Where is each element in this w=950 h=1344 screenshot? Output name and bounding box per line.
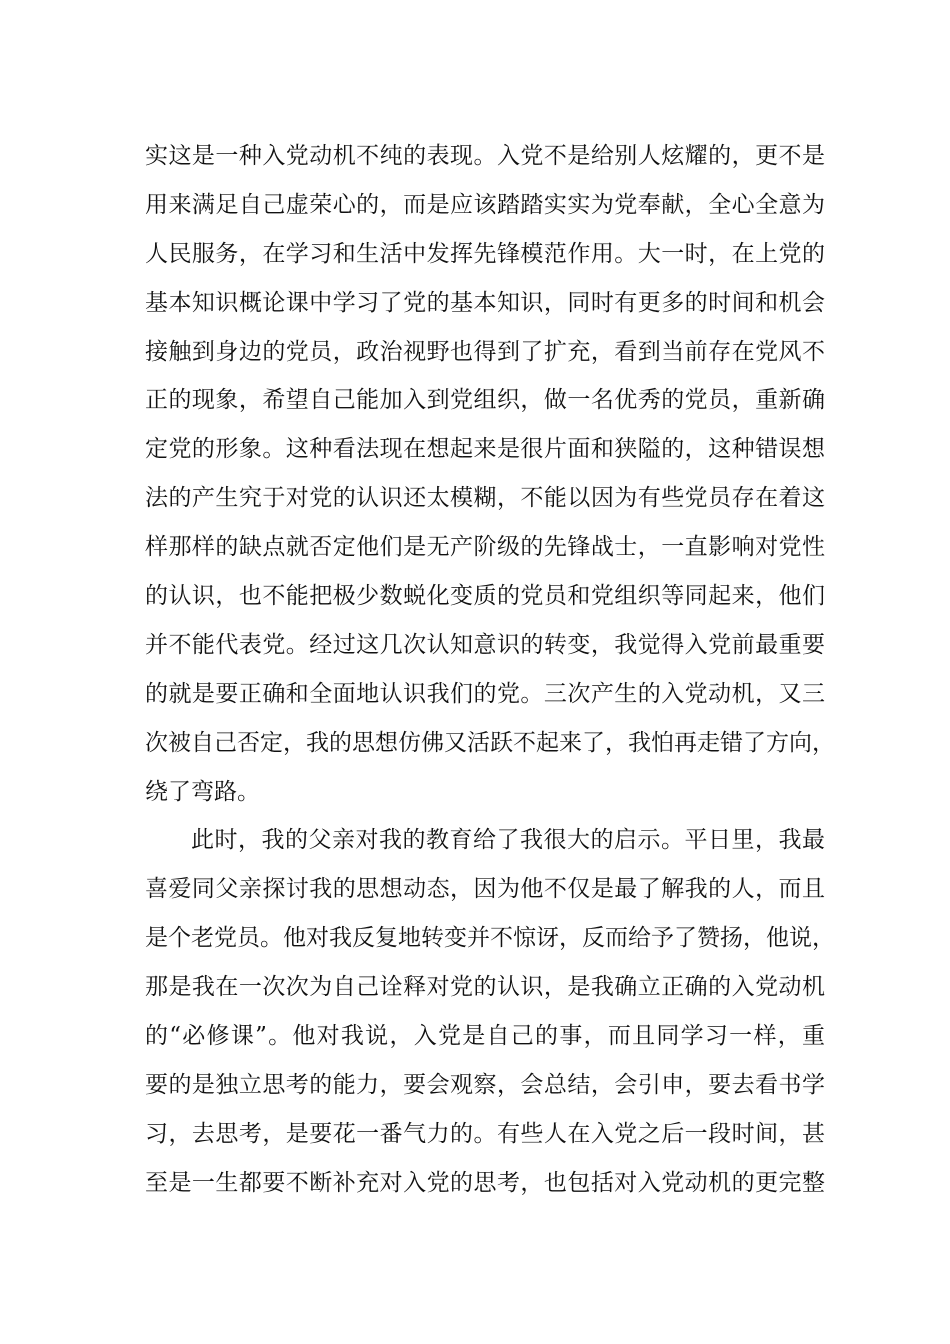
text-line: 的认识，也不能把极少数蜕化变质的党员和党组织等同起来，他们: [145, 583, 825, 610]
text-line: 那是我在一次次为自己诠释对党的认识，是我确立正确的入党动机: [145, 974, 825, 1001]
text-line: 样那样的缺点就否定他们是无产阶级的先锋战士，一直影响对党性: [145, 534, 825, 561]
text-line: 喜爱同父亲探讨我的思想动态，因为他不仅是最了解我的人，而且: [145, 876, 825, 903]
text-line: 要的是独立思考的能力，要会观察，会总结，会引申，要去看书学: [145, 1071, 825, 1098]
text-line: 基本知识概论课中学习了党的基本知识，同时有更多的时间和机会: [145, 289, 825, 316]
text-line: 定党的形象。这种看法现在想起来是很片面和狭隘的，这种错误想: [145, 436, 825, 463]
text-line: 法的产生究于对党的认识还太模糊，不能以因为有些党员存在着这: [145, 485, 825, 512]
text-line: 并不能代表党。经过这几次认知意识的转变，我觉得入党前最重要: [145, 631, 825, 658]
text-line: 习，去思考，是要花一番气力的。有些人在入党之后一段时间，甚: [145, 1120, 825, 1147]
body-text: [145, 132, 835, 1208]
text-line: 实这是一种入党动机不纯的表现。入党不是给别人炫耀的，更不是: [145, 143, 825, 169]
text-line: 绕了弯路。: [145, 778, 260, 805]
text-line: 用来满足自己虚荣心的，而是应该踏踏实实为党奉献，全心全意为: [145, 191, 825, 218]
text-line: 至是一生都要不断补充对入党的思考，也包括对入党动机的更完整: [145, 1169, 825, 1196]
text-line: 接触到身边的党员，政治视野也得到了扩充，看到当前存在党风不: [145, 338, 825, 365]
text-line: 的“必修课”。他对我说，入党是自己的事，而且同学习一样，重: [145, 1023, 825, 1050]
text-line: 是个老党员。他对我反复地转变并不惊讶，反而给予了赞扬，他说，: [145, 925, 835, 952]
text-line: 的就是要正确和全面地认识我们的党。三次产生的入党动机，又三: [145, 680, 825, 707]
text-line: 正的现象，希望自己能加入到党组织，做一名优秀的党员，重新确: [145, 387, 825, 414]
text-line: 次被自己否定，我的思想仿佛又活跃不起来了，我怕再走错了方向，: [145, 729, 835, 756]
paragraph-first-line: 此时，我的父亲对我的教育给了我很大的启示。平日里，我最: [191, 827, 825, 854]
text-line: 人民服务，在学习和生活中发挥先锋模范作用。大一时，在上党的: [145, 240, 825, 267]
